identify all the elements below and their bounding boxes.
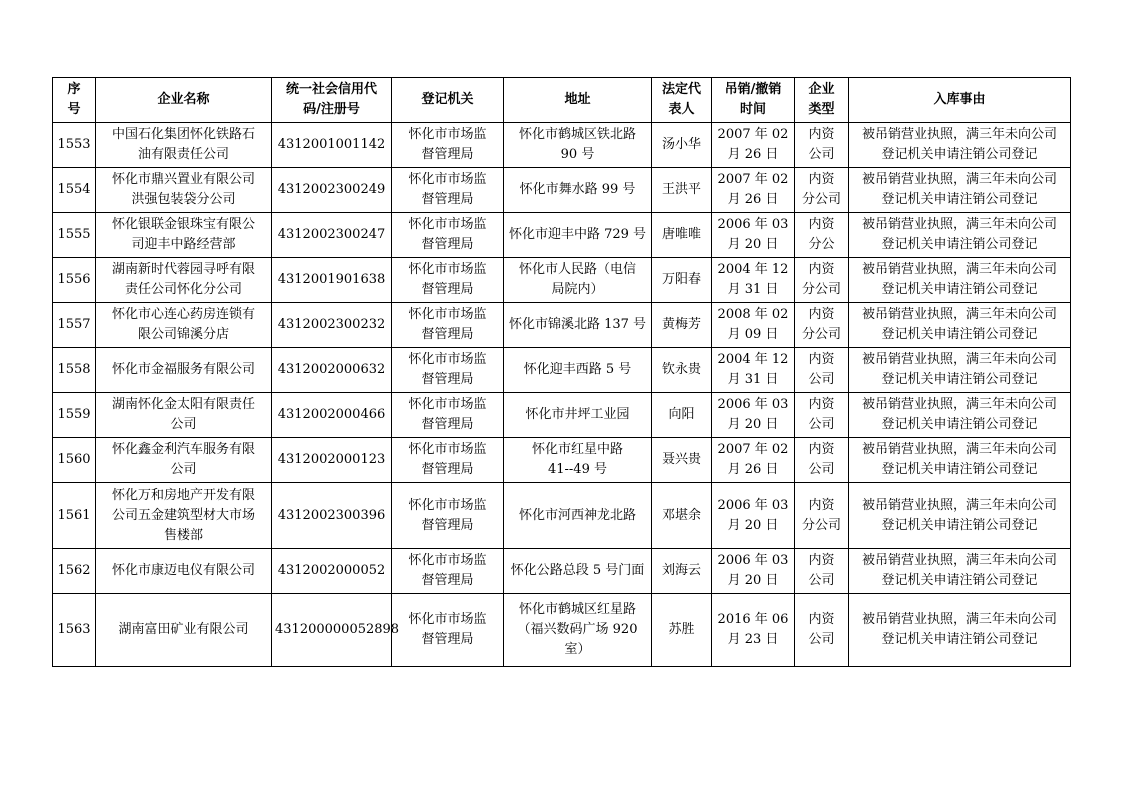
table-row bbox=[53, 594, 1071, 667]
cell-address: 怀化市红星中路 41--49 号 bbox=[504, 438, 652, 483]
cell-index: 1554 bbox=[53, 168, 96, 213]
cell-address: 怀化迎丰西路 5 号 bbox=[504, 348, 652, 393]
cell-address: 怀化市迎丰中路 729 号 bbox=[504, 213, 652, 258]
table-row bbox=[53, 483, 1071, 549]
cell-index: 1563 bbox=[53, 594, 96, 667]
cell-enterprise-type: 内资 公司 bbox=[795, 348, 849, 393]
registry-document bbox=[52, 77, 1070, 667]
cell-revocation-date: 2007 年 02 月 26 日 bbox=[712, 168, 795, 213]
table-row bbox=[53, 213, 1071, 258]
cell-reason: 被吊销营业执照，满三年未向公司 登记机关申请注销公司登记 bbox=[849, 258, 1071, 303]
cell-credit-code: 4312002300247 bbox=[272, 213, 392, 258]
cell-revocation-date: 2006 年 03 月 20 日 bbox=[712, 213, 795, 258]
table-row bbox=[53, 348, 1071, 393]
table-header-row bbox=[53, 78, 1071, 123]
cell-legal-representative: 王洪平 bbox=[652, 168, 712, 213]
header-legal-representative: 法定代 表人 bbox=[652, 78, 712, 123]
cell-legal-representative: 钦永贵 bbox=[652, 348, 712, 393]
cell-legal-representative: 汤小华 bbox=[652, 123, 712, 168]
cell-credit-code: 431200000052898 bbox=[272, 594, 392, 667]
cell-legal-representative: 唐唯唯 bbox=[652, 213, 712, 258]
cell-address: 怀化市井坪工业园 bbox=[504, 393, 652, 438]
cell-revocation-date: 2006 年 03 月 20 日 bbox=[712, 483, 795, 549]
header-credit-code: 统一社会信用代 码/注册号 bbox=[272, 78, 392, 123]
cell-index: 1555 bbox=[53, 213, 96, 258]
cell-index: 1558 bbox=[53, 348, 96, 393]
header-company-name: 企业名称 bbox=[96, 78, 272, 123]
cell-company-name: 怀化鑫金利汽车服务有限 公司 bbox=[96, 438, 272, 483]
cell-revocation-date: 2007 年 02 月 26 日 bbox=[712, 123, 795, 168]
cell-registration-authority: 怀化市市场监 督管理局 bbox=[392, 549, 504, 594]
cell-revocation-date: 2016 年 06 月 23 日 bbox=[712, 594, 795, 667]
cell-company-name: 怀化市康迈电仪有限公司 bbox=[96, 549, 272, 594]
cell-registration-authority: 怀化市市场监 督管理局 bbox=[392, 483, 504, 549]
cell-company-name: 怀化银联金银珠宝有限公 司迎丰中路经营部 bbox=[96, 213, 272, 258]
cell-enterprise-type: 内资 公司 bbox=[795, 438, 849, 483]
cell-enterprise-type: 内资 公司 bbox=[795, 123, 849, 168]
cell-revocation-date: 2004 年 12 月 31 日 bbox=[712, 258, 795, 303]
cell-registration-authority: 怀化市市场监 督管理局 bbox=[392, 258, 504, 303]
cell-index: 1562 bbox=[53, 549, 96, 594]
cell-company-name: 湖南怀化金太阳有限责任 公司 bbox=[96, 393, 272, 438]
header-registration-authority: 登记机关 bbox=[392, 78, 504, 123]
cell-registration-authority: 怀化市市场监 督管理局 bbox=[392, 123, 504, 168]
cell-credit-code: 4312002300232 bbox=[272, 303, 392, 348]
cell-legal-representative: 万阳春 bbox=[652, 258, 712, 303]
cell-reason: 被吊销营业执照，满三年未向公司 登记机关申请注销公司登记 bbox=[849, 123, 1071, 168]
cell-enterprise-type: 内资 公司 bbox=[795, 549, 849, 594]
table-row bbox=[53, 303, 1071, 348]
cell-legal-representative: 刘海云 bbox=[652, 549, 712, 594]
header-revocation-date: 吊销/撤销 时间 bbox=[712, 78, 795, 123]
cell-address: 怀化市鹤城区红星路 （福兴数码广场 920 室） bbox=[504, 594, 652, 667]
cell-address: 怀化市舞水路 99 号 bbox=[504, 168, 652, 213]
cell-enterprise-type: 内资 公司 bbox=[795, 594, 849, 667]
cell-company-name: 怀化市鼎兴置业有限公司 洪强包装袋分公司 bbox=[96, 168, 272, 213]
cell-credit-code: 4312001901638 bbox=[272, 258, 392, 303]
header-enterprise-type: 企业 类型 bbox=[795, 78, 849, 123]
cell-reason: 被吊销营业执照，满三年未向公司 登记机关申请注销公司登记 bbox=[849, 393, 1071, 438]
cell-address: 怀化公路总段 5 号门面 bbox=[504, 549, 652, 594]
cell-credit-code: 4312002300396 bbox=[272, 483, 392, 549]
cell-index: 1553 bbox=[53, 123, 96, 168]
cell-reason: 被吊销营业执照，满三年未向公司 登记机关申请注销公司登记 bbox=[849, 168, 1071, 213]
cell-enterprise-type: 内资 分公司 bbox=[795, 258, 849, 303]
cell-legal-representative: 邓堪余 bbox=[652, 483, 712, 549]
cell-legal-representative: 向阳 bbox=[652, 393, 712, 438]
cell-address: 怀化市锦溪北路 137 号 bbox=[504, 303, 652, 348]
cell-index: 1557 bbox=[53, 303, 96, 348]
cell-enterprise-type: 内资 分公司 bbox=[795, 303, 849, 348]
cell-revocation-date: 2008 年 02 月 09 日 bbox=[712, 303, 795, 348]
cell-registration-authority: 怀化市市场监 督管理局 bbox=[392, 438, 504, 483]
cell-revocation-date: 2006 年 03 月 20 日 bbox=[712, 393, 795, 438]
cell-credit-code: 4312002000632 bbox=[272, 348, 392, 393]
cell-registration-authority: 怀化市市场监 督管理局 bbox=[392, 213, 504, 258]
cell-index: 1560 bbox=[53, 438, 96, 483]
cell-credit-code: 4312002000123 bbox=[272, 438, 392, 483]
header-address: 地址 bbox=[504, 78, 652, 123]
cell-company-name: 湖南新时代蓉园寻呼有限 责任公司怀化分公司 bbox=[96, 258, 272, 303]
cell-credit-code: 4312002000466 bbox=[272, 393, 392, 438]
table-row bbox=[53, 438, 1071, 483]
table-row bbox=[53, 549, 1071, 594]
cell-address: 怀化市鹤城区铁北路 90 号 bbox=[504, 123, 652, 168]
cell-index: 1556 bbox=[53, 258, 96, 303]
cell-index: 1559 bbox=[53, 393, 96, 438]
cell-registration-authority: 怀化市市场监 督管理局 bbox=[392, 168, 504, 213]
cell-legal-representative: 聂兴贵 bbox=[652, 438, 712, 483]
cell-company-name: 怀化市心连心药房连锁有 限公司锦溪分店 bbox=[96, 303, 272, 348]
table-row bbox=[53, 123, 1071, 168]
cell-enterprise-type: 内资 公司 bbox=[795, 393, 849, 438]
cell-registration-authority: 怀化市市场监 督管理局 bbox=[392, 393, 504, 438]
cell-credit-code: 4312002300249 bbox=[272, 168, 392, 213]
cell-registration-authority: 怀化市市场监 督管理局 bbox=[392, 594, 504, 667]
cell-revocation-date: 2004 年 12 月 31 日 bbox=[712, 348, 795, 393]
cell-enterprise-type: 内资 分公司 bbox=[795, 483, 849, 549]
cell-enterprise-type: 内资 分公司 bbox=[795, 168, 849, 213]
cell-company-name: 湖南富田矿业有限公司 bbox=[96, 594, 272, 667]
table-row bbox=[53, 258, 1071, 303]
cell-reason: 被吊销营业执照，满三年未向公司 登记机关申请注销公司登记 bbox=[849, 549, 1071, 594]
cell-enterprise-type: 内资 分公 bbox=[795, 213, 849, 258]
cell-credit-code: 4312001001142 bbox=[272, 123, 392, 168]
cell-reason: 被吊销营业执照，满三年未向公司 登记机关申请注销公司登记 bbox=[849, 303, 1071, 348]
cell-registration-authority: 怀化市市场监 督管理局 bbox=[392, 303, 504, 348]
table-row bbox=[53, 393, 1071, 438]
cell-company-name: 中国石化集团怀化铁路石 油有限责任公司 bbox=[96, 123, 272, 168]
cell-reason: 被吊销营业执照，满三年未向公司 登记机关申请注销公司登记 bbox=[849, 213, 1071, 258]
header-reason: 入库事由 bbox=[849, 78, 1071, 123]
header-index: 序 号 bbox=[53, 78, 96, 123]
cell-reason: 被吊销营业执照，满三年未向公司 登记机关申请注销公司登记 bbox=[849, 348, 1071, 393]
cell-address: 怀化市河西神龙北路 bbox=[504, 483, 652, 549]
cell-reason: 被吊销营业执照，满三年未向公司 登记机关申请注销公司登记 bbox=[849, 438, 1071, 483]
cell-credit-code: 4312002000052 bbox=[272, 549, 392, 594]
deregistration-table bbox=[52, 77, 1071, 667]
cell-revocation-date: 2006 年 03 月 20 日 bbox=[712, 549, 795, 594]
cell-legal-representative: 黄梅芳 bbox=[652, 303, 712, 348]
cell-reason: 被吊销营业执照，满三年未向公司 登记机关申请注销公司登记 bbox=[849, 483, 1071, 549]
cell-address: 怀化市人民路（电信 局院内） bbox=[504, 258, 652, 303]
cell-company-name: 怀化万和房地产开发有限 公司五金建筑型材大市场 售楼部 bbox=[96, 483, 272, 549]
cell-reason: 被吊销营业执照，满三年未向公司 登记机关申请注销公司登记 bbox=[849, 594, 1071, 667]
cell-revocation-date: 2007 年 02 月 26 日 bbox=[712, 438, 795, 483]
cell-company-name: 怀化市金福服务有限公司 bbox=[96, 348, 272, 393]
cell-legal-representative: 苏胜 bbox=[652, 594, 712, 667]
cell-registration-authority: 怀化市市场监 督管理局 bbox=[392, 348, 504, 393]
cell-index: 1561 bbox=[53, 483, 96, 549]
table-row bbox=[53, 168, 1071, 213]
